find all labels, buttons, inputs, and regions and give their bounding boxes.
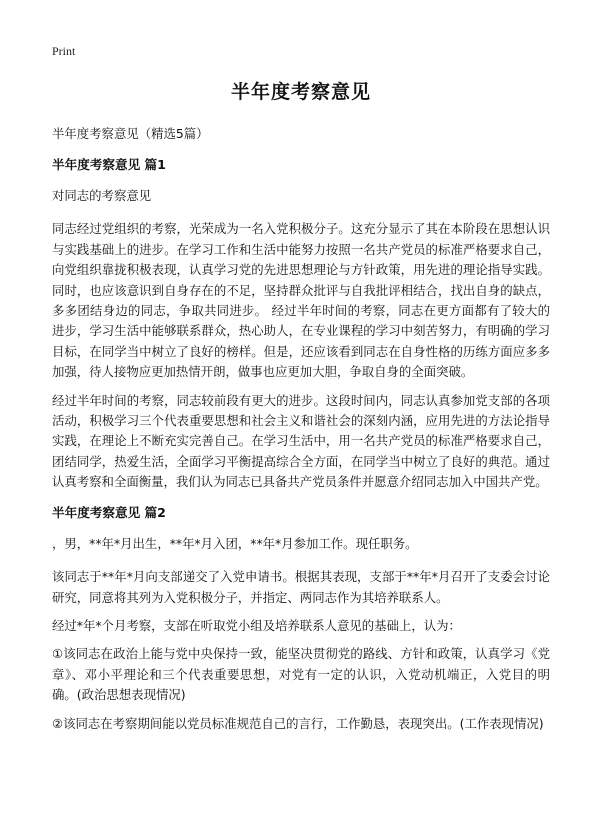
paragraph: 经过*年*个月考察，支部在听取党小组及培养联系人意见的基础上，认为： xyxy=(52,617,461,633)
paragraph: ①该同志在政治上能与党中央保持一致，能坚决贯彻党的路线、方针和政策，认真学习《党章》、邓小平理论和三个代表重要思想，对党有一定的认识，入党动机端正，入党目的明确。(政治思想表现情况) xyxy=(52,646,550,703)
paragraph: 对同志的考察意见 xyxy=(52,188,152,203)
document-title: 半年度考察意见 xyxy=(230,81,371,103)
section-heading: 半年度考察意见 篇2 xyxy=(52,504,166,520)
section-1 xyxy=(52,157,550,493)
section-heading: 半年度考察意见 篇1 xyxy=(52,157,166,172)
section-2 xyxy=(52,505,550,734)
print-label: Print xyxy=(52,44,76,58)
paragraph: 经过半年时间的考察，同志较前段有更大的进步。这段时间内，同志认真参加党支部的各项活动，积极学习三个代表重要思想和社会主义和谐社会的深刻内涵，应用先进的方法论指导实践，在理论上不断充实完善自己。在学习生活中，用一名共产党员的标准严格要求自己，团结同学，热爱生活，全面学习平衡提高综合全方面，在同学当中树立了良好的典范。通过认真考察和全面衡量，我们认为同志已具备共产党员条件并愿意介绍同志加入中国共产党。 xyxy=(52,392,550,490)
paragraph: 同志经过党组织的考察，光荣成为一名入党积极分子。这充分显示了其在本阶段在思想认识与实践基础上的进步。在学习工作和生活中能努力按照一名共产党员的标准严格要求自己，向党组织靠拢积极表现，认真学习党的先进思想理论与方针政策，用先进的理论指导实践。同时，也应该意识到自身存在的不足，坚持群众批评与自我批评相结合，找出自身的缺点，多多团结身边的同志，争取共同进步。 经过半年时间的考察，同志在更方面都有了较大的进步，学习生活中能够联系群众，热心助人，在专业课程的学习中刻苦努力，有明确的学习目标，在同学当中树立了良好的榜样。但是，还应该看到同志在自身性格的历练方面应多多加强，待人接物应更加热情开朗，做事也应更加大胆，争取自身的全面突破。 xyxy=(52,221,550,380)
document-subtitle: 半年度考察意见（精选5篇） xyxy=(52,126,209,141)
paragraph: ，男，**年*月出生，**年*月入团，**年*月参加工作。现任职务。 xyxy=(52,535,418,551)
paragraph: ②该同志在考察期间能以党员标准规范自己的言行，工作勤恳，表现突出。(工作表现情况) xyxy=(52,715,544,731)
paragraph: 该同志于**年*月向支部递交了入党申请书。根据其表现，支部于**年*月召开了支委会讨论研究，同意将其列为入党积极分子，并指定、两同志作为其培养联系人。 xyxy=(52,569,550,605)
